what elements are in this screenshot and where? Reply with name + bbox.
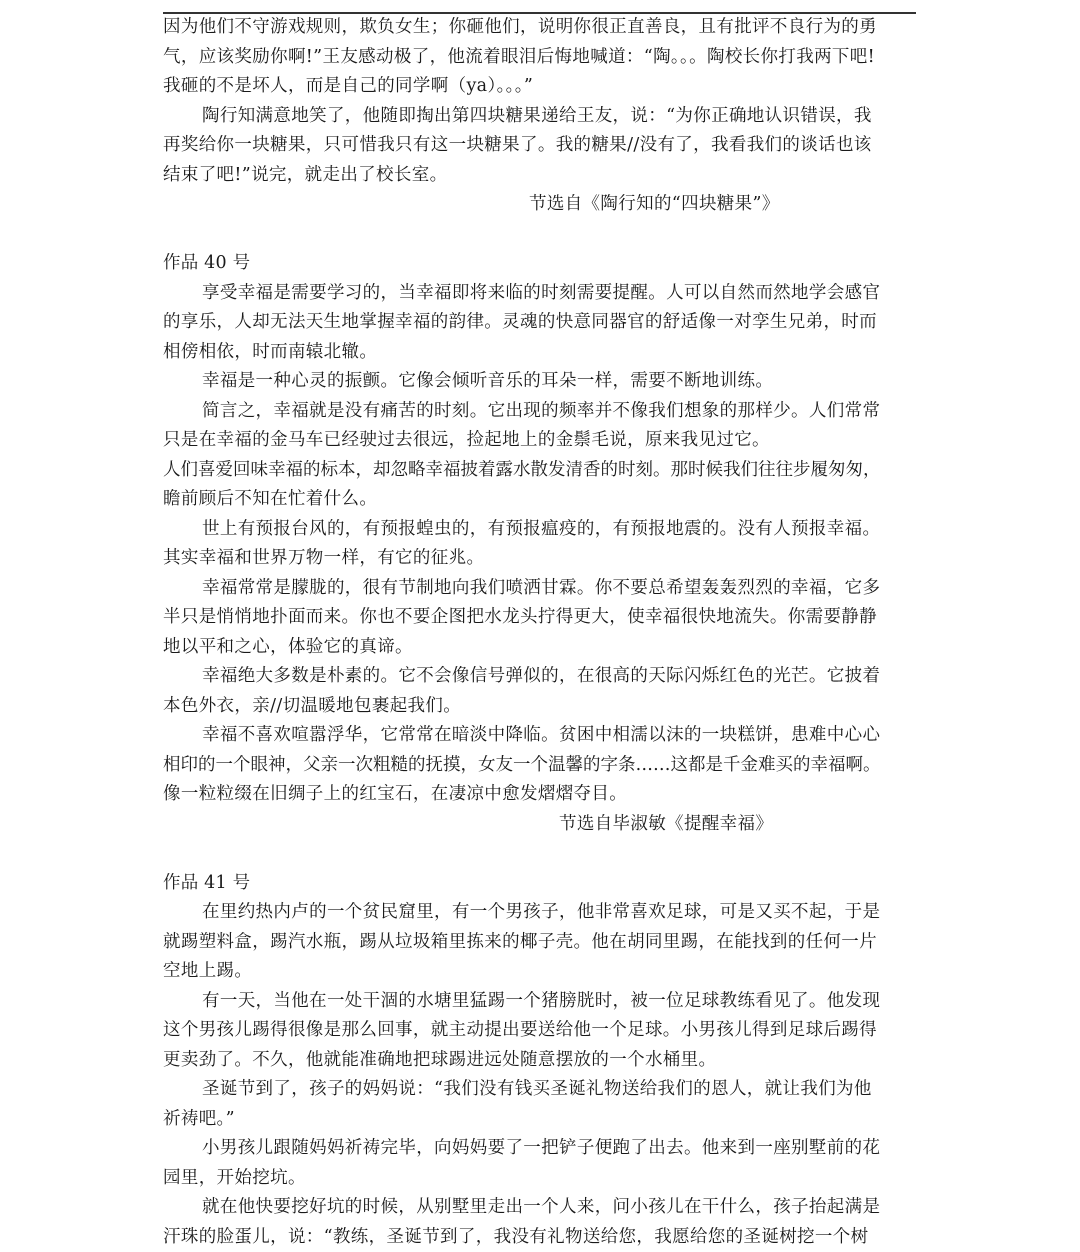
s39-line-4: 陶行知满意地笑了，他随即掏出第四块糖果递给王友，说：“为你正确地认识错误，我 bbox=[163, 102, 923, 132]
s39-source: 节选自《陶行知的“四块糖果”》 bbox=[163, 190, 923, 220]
s40-line-2: 的享乐，人却无法天生地掌握幸福的韵律。灵魂的快意同器官的舒适像一对孪生兄弟，时而 bbox=[163, 308, 923, 338]
s41-line-9: 小男孩儿跟随妈妈祈祷完毕，向妈妈要了一把铲子便跑了出去。他来到一座别墅前的花 bbox=[163, 1134, 923, 1164]
s40-line-1: 享受幸福是需要学习的，当幸福即将来临的时刻需要提醒。人可以自然而然地学会感官 bbox=[163, 279, 923, 309]
s40-line-16: 幸福不喜欢喧嚣浮华，它常常在暗淡中降临。贫困中相濡以沫的一块糕饼，患难中心心 bbox=[163, 721, 923, 751]
s40-line-10: 其实幸福和世界万物一样，有它的征兆。 bbox=[163, 544, 923, 574]
s39-line-5: 再奖给你一块糖果，只可惜我只有这一块糖果了。我的糖果//没有了，我看我们的谈话也该 bbox=[163, 131, 923, 161]
s40-line-17: 相印的一个眼神，父亲一次粗糙的抚摸，女友一个温馨的字条……这都是千金难买的幸福啊。 bbox=[163, 751, 923, 781]
s40-line-7: 人们喜爱回味幸福的标本，却忽略幸福披着露水散发清香的时刻。那时候我们往往步履匆匆， bbox=[163, 456, 923, 486]
s40-line-12: 半只是悄悄地扑面而来。你也不要企图把水龙头拧得更大，使幸福很快地流失。你需要静静 bbox=[163, 603, 923, 633]
s40-line-3: 相傍相依，时而南辕北辙。 bbox=[163, 338, 923, 368]
s41-line-3: 空地上踢。 bbox=[163, 957, 923, 987]
s39-line-1: 因为他们不守游戏规则，欺负女生；你砸他们，说明你很正直善良，且有批评不良行为的勇 bbox=[163, 13, 923, 43]
s40-line-18: 像一粒粒缀在旧绸子上的红宝石，在凄凉中愈发熠熠夺目。 bbox=[163, 780, 923, 810]
s41-line-5: 这个男孩儿踢得很像是那么回事，就主动提出要送给他一个足球。小男孩儿得到足球后踢得 bbox=[163, 1016, 923, 1046]
s41-line-11: 就在他快要挖好坑的时候，从别墅里走出一个人来，问小孩儿在干什么，孩子抬起满是 bbox=[163, 1193, 923, 1223]
s41-line-4: 有一天，当他在一处干涸的水塘里猛踢一个猪膀胱时，被一位足球教练看见了。他发现 bbox=[163, 987, 923, 1017]
s39-line-3: 我砸的不是坏人，而是自己的同学啊（ya）。。。” bbox=[163, 72, 923, 102]
s40-line-11: 幸福常常是朦胧的，很有节制地向我们喷洒甘霖。你不要总希望轰轰烈烈的幸福，它多 bbox=[163, 574, 923, 604]
s39-line-2: 气，应该奖励你啊!”王友感动极了，他流着眼泪后悔地喊道：“陶。。。陶校长你打我两下吧! bbox=[163, 43, 923, 73]
spacer bbox=[163, 220, 923, 250]
s41-line-6: 更卖劲了。不久，他就能准确地把球踢进远处随意摆放的一个水桶里。 bbox=[163, 1046, 923, 1076]
spacer bbox=[163, 839, 923, 869]
s39-line-6: 结束了吧!”说完，就走出了校长室。 bbox=[163, 161, 923, 191]
s40-heading: 作品 40 号 bbox=[163, 249, 923, 279]
s40-line-6: 只是在幸福的金马车已经驶过去很远，捡起地上的金鬃毛说，原来我见过它。 bbox=[163, 426, 923, 456]
text-body bbox=[163, 13, 923, 1252]
s41-line-1: 在里约热内卢的一个贫民窟里，有一个男孩子，他非常喜欢足球，可是又买不起，于是 bbox=[163, 898, 923, 928]
s40-line-14: 幸福绝大多数是朴素的。它不会像信号弹似的，在很高的天际闪烁红色的光芒。它披着 bbox=[163, 662, 923, 692]
s40-line-15: 本色外衣，亲//切温暖地包裹起我们。 bbox=[163, 692, 923, 722]
s40-line-13: 地以平和之心，体验它的真谛。 bbox=[163, 633, 923, 663]
s40-line-4: 幸福是一种心灵的振颤。它像会倾听音乐的耳朵一样，需要不断地训练。 bbox=[163, 367, 923, 397]
s41-line-12: 汗珠的脸蛋儿，说：“教练，圣诞节到了，我没有礼物送给您，我愿给您的圣诞树挖一个树 bbox=[163, 1223, 923, 1252]
s40-line-5: 简言之，幸福就是没有痛苦的时刻。它出现的频率并不像我们想象的那样少。人们常常 bbox=[163, 397, 923, 427]
s41-line-10: 园里，开始挖坑。 bbox=[163, 1164, 923, 1194]
s41-line-7: 圣诞节到了，孩子的妈妈说：“我们没有钱买圣诞礼物送给我们的恩人，就让我们为他 bbox=[163, 1075, 923, 1105]
s41-heading: 作品 41 号 bbox=[163, 869, 923, 899]
s40-line-9: 世上有预报台风的，有预报蝗虫的，有预报瘟疫的，有预报地震的。没有人预报幸福。 bbox=[163, 515, 923, 545]
s40-line-8: 瞻前顾后不知在忙着什么。 bbox=[163, 485, 923, 515]
s41-line-2: 就踢塑料盒，踢汽水瓶，踢从垃圾箱里拣来的椰子壳。他在胡同里踢，在能找到的任何一片 bbox=[163, 928, 923, 958]
s40-source: 节选自毕淑敏《提醒幸福》 bbox=[163, 810, 923, 840]
s41-line-8: 祈祷吧。” bbox=[163, 1105, 923, 1135]
